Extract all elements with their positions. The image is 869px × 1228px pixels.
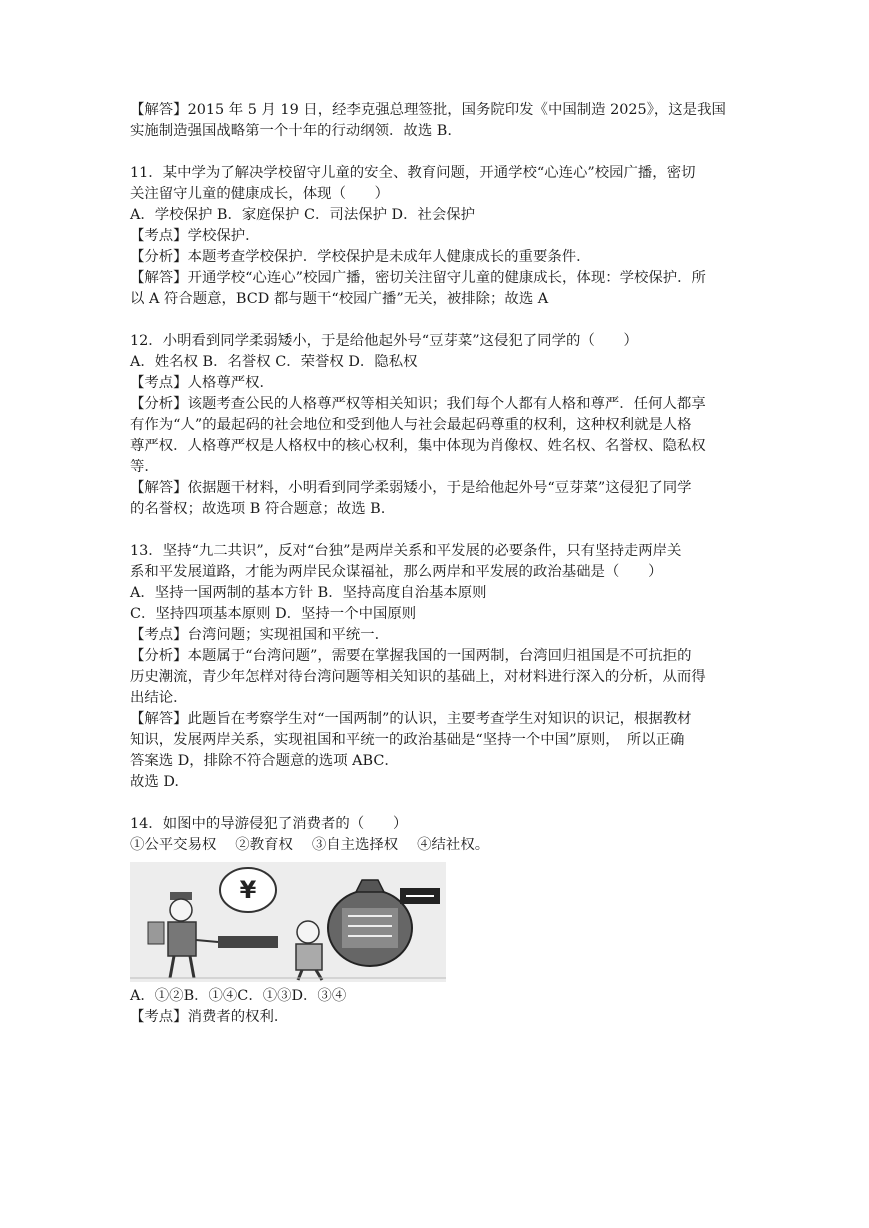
q12-analysis-line-3: 尊严权．人格尊严权是人格权中的核心权利，集中体现为肖像权、姓名权、名誉权、隐私权 [130, 438, 706, 454]
q12-answer-line-1: 【解答】依据题干材料，小明看到同学柔弱矮小，于是给他起外号“豆芽菜”这侵犯了同学 [130, 480, 692, 496]
q14-stem: 14．如图中的导游侵犯了消费者的（ ） [130, 816, 408, 832]
q12-options: A．姓名权 B．名誉权 C．荣誉权 D．隐私权 [130, 354, 418, 370]
q14-options: A．①②B．①④C．①③D．③④ [130, 988, 347, 1004]
q13-point: 【考点】台湾问题；实现祖国和平统一． [130, 627, 390, 643]
q11-analysis: 【分析】本题考查学校保护．学校保护是未成年人健康成长的重要条件． [130, 249, 591, 265]
q12-analysis-line-1: 【分析】该题考查公民的人格尊严权等相关知识；我们每个人都有人格和尊严．任何人都享 [130, 396, 706, 412]
q13-stem-line-2: 系和平发展道路，才能为两岸民众谋福祉，那么两岸和平发展的政治基础是（ ） [130, 564, 663, 580]
q13-analysis-line-3: 出结论． [130, 690, 188, 706]
q13-options-line-2: C．坚持四项基本原则 D．坚持一个中国原则 [130, 606, 417, 622]
q11-stem-line-1: 11．某中学为了解决学校留守儿童的安全、教育问题，开通学校“心连心”校园广播，密切 [130, 165, 696, 181]
q11-stem-line-2: 关注留守儿童的健康成长，体现（ ） [130, 186, 390, 202]
q13-answer-line-4: 故选 D. [130, 774, 179, 790]
q11-point: 【考点】学校保护． [130, 228, 260, 244]
q10-answer-line-1: 【解答】2015 年 5 月 19 日，经李克强总理签批，国务院印发《中国制造 2025》，这是我国 [130, 102, 726, 118]
q12-analysis-line-2: 有作为“人”的最起码的社会地位和受到他人与社会最起码尊重的权利，这种权利就是人格 [130, 417, 692, 433]
q13-answer-line-3: 答案选 D，排除不符合题意的选项 ABC． [130, 753, 399, 769]
q11-answer-line-1: 【解答】开通学校“心连心”校园广播，密切关注留守儿童的健康成长，体现：学校保护．所 [130, 270, 706, 286]
q14-choices: ①公平交易权 ②教育权 ③自主选择权 ④结社权。 [130, 837, 490, 853]
q12-answer-line-2: 的名誉权；故选项 B 符合题意；故选 B. [130, 501, 386, 517]
q10-answer-line-2: 实施制造强国战略第一个十年的行动纲领．故选 B. [130, 123, 452, 139]
q13-analysis-line-1: 【分析】本题属于“台湾问题”，需要在掌握我国的一国两制，台湾回归祖国是不可抗拒的 [130, 648, 692, 664]
q12-point: 【考点】人格尊严权． [130, 375, 274, 391]
q13-options-line-1: A．坚持一国两制的基本方针 B．坚持高度自治基本原则 [130, 585, 487, 601]
cartoon-illustration-icon [130, 862, 446, 982]
q11-options: A．学校保护 B．家庭保护 C．司法保护 D．社会保护 [130, 207, 476, 223]
q13-analysis-line-2: 历史潮流，青少年怎样对待台湾问题等相关知识的基础上，对材料进行深入的分析，从而得 [130, 669, 706, 685]
document-page [130, 100, 742, 1028]
q13-stem-line-1: 13．坚持“九二共识”，反对“台独”是两岸关系和平发展的必要条件，只有坚持走两岸关 [130, 543, 682, 559]
q13-answer-line-1: 【解答】此题旨在考察学生对“一国两制”的认识，主要考查学生对知识的识记，根据教材 [130, 711, 692, 727]
svg-text:¥: ¥ [239, 876, 257, 904]
q14-point: 【考点】消费者的权利． [130, 1009, 289, 1025]
q13-answer-line-2: 知识，发展两岸关系，实现祖国和平统一的政治基础是“坚持一个中国”原则， 所以正确 [130, 732, 685, 748]
q12-stem: 12．小明看到同学柔弱矮小，于是给他起外号“豆芽菜”这侵犯了同学的（ ） [130, 333, 638, 349]
q11-answer-line-2: 以 A 符合题意，BCD 都与题干“校园广播”无关，被排除；故选 A [130, 291, 549, 307]
q12-analysis-line-4: 等． [130, 459, 159, 475]
